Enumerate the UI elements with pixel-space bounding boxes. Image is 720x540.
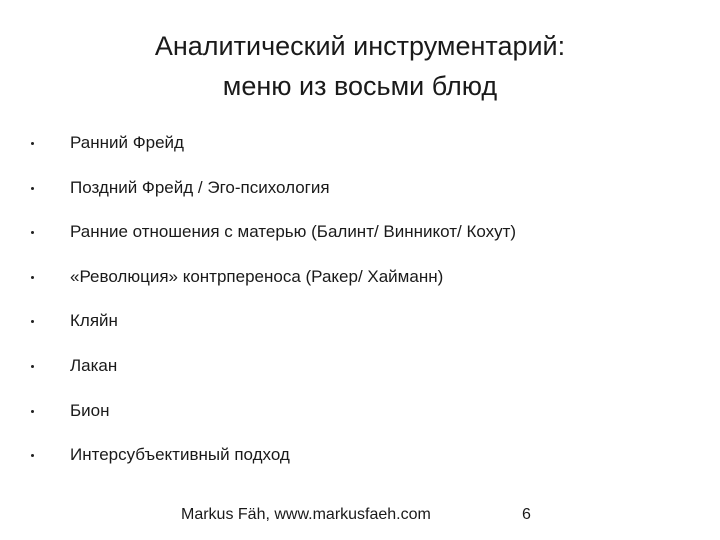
bullet-dot-icon [31,365,34,368]
slide-title-line-2: меню из восьми блюд [222,71,498,101]
bullet-dot-icon [31,454,34,457]
bullet-dot-icon [31,410,34,413]
bullet-text: Кляйн [70,311,118,331]
slide-footer: Markus Fäh, www.markusfaeh.com [181,506,431,523]
bullet-text: Интерсубъективный подход [70,445,290,465]
bullet-text: «Революция» контрпереноса (Ракер/ Хайманн) [70,266,444,286]
list-item [0,211,720,256]
list-item [0,122,720,167]
list-item [0,300,720,345]
bullet-text: Лакан [70,355,118,375]
bullet-text: Бион [70,400,110,420]
list-item [0,390,720,435]
bullet-text: Ранний Фрейд [70,133,184,152]
list-item [0,434,720,479]
page-number: 6 [522,506,531,523]
bullet-dot-icon [31,276,34,279]
list-item [0,256,720,301]
bullet-dot-icon [31,320,34,323]
bullet-list [0,122,720,479]
slide-title-line-1: Аналитический инструментарий: [154,31,566,61]
bullet-dot-icon [31,187,34,190]
slide-title [0,26,720,106]
bullet-dot-icon [31,142,34,145]
bullet-text: Ранние отношения с матерью (Балинт/ Винникот/ Кохут) [70,222,517,242]
bullet-dot-icon [31,231,34,234]
bullet-text: Поздний Фрейд / Эго-психология [70,177,330,197]
list-item [0,345,720,390]
list-item [0,167,720,212]
